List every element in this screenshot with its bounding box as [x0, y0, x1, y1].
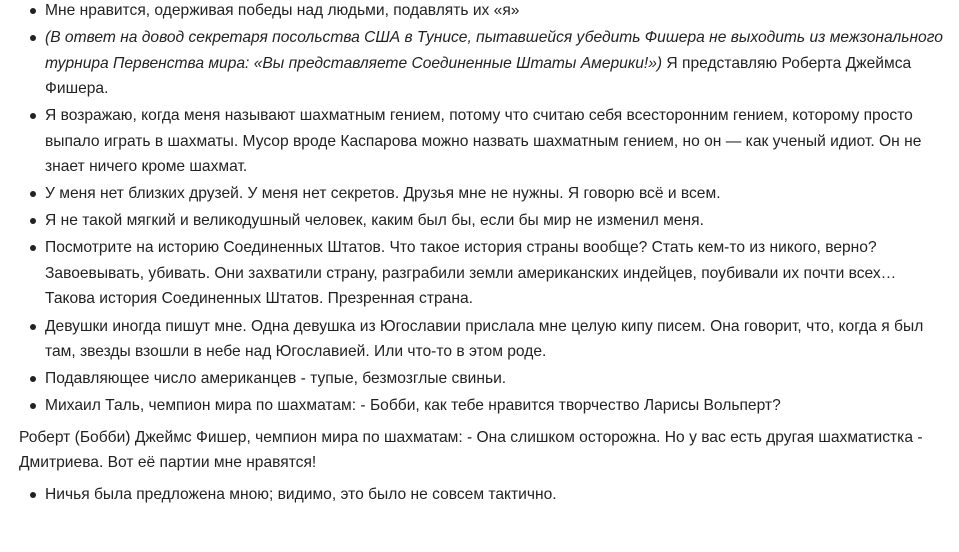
quote-line: Я не такой мягкий и великодушный человек, каким был бы, если бы мир не изменил меня.	[45, 212, 704, 230]
list-item	[0, 366, 959, 392]
bullet-icon	[30, 324, 36, 330]
bullet-icon	[30, 191, 36, 197]
quote-tail: Я представляю Роберта Джеймса	[662, 54, 912, 72]
paragraph-line: Дмитриева. Вот её партии мне нравятся!	[19, 454, 317, 472]
bullet-icon	[30, 35, 36, 41]
bullet-icon	[30, 8, 36, 14]
list-item	[0, 0, 959, 24]
list-item	[0, 25, 959, 102]
list-item	[0, 482, 959, 508]
quote-line: Подавляющее число американцев - тупые, безмозглые свиньи.	[45, 370, 507, 388]
bullet-icon	[30, 492, 36, 498]
list-item	[0, 314, 959, 365]
bullet-icon	[30, 113, 36, 119]
quote-line: Девушки иногда пишут мне. Одна девушка из Югославии прислала мне целую кипу писем. Она говорит, что, когда я был	[45, 317, 924, 335]
quote-line: Михаил Таль, чемпион мира по шахматам: - Бобби, как тебе нравится творчество Ларисы Вольперт?	[45, 397, 781, 415]
bullet-icon	[30, 245, 36, 251]
quote-intro-line: (В ответ на довод секретаря посольства США в Тунисе, пытавшейся убедить Фишера не выходить из межзонального	[45, 29, 943, 47]
quote-line: Я возражаю, когда меня называют шахматным гением, потому что считаю себя всесторонним гением, которому просто	[45, 107, 913, 125]
quote-line: Мне нравится, одерживая победы над людьми, подавлять их «я»	[45, 2, 520, 19]
quote-line: Завоевывать, убивать. Они захватили страну, разграбили земли американских индейцев, поубивали их почти всех…	[45, 264, 897, 282]
bullet-icon	[30, 376, 36, 382]
quote-line: там, звезды взошли в небе над Югославией. Или что-то в этом роде.	[45, 343, 547, 361]
list-item	[0, 103, 959, 180]
bullet-icon	[30, 403, 36, 409]
quote-line: выпало играть в шахматы. Мусор вроде Каспарова можно назвать шахматным гением, но он — как ученый идиот. Он не	[45, 132, 922, 150]
list-item	[0, 393, 959, 419]
quote-line: Фишера.	[45, 80, 109, 98]
bullet-icon	[30, 218, 36, 224]
quote-line: Ничья была предложена мною; видимо, это было не совсем тактично.	[45, 485, 557, 503]
quote-line: Такова история Соединенных Штатов. Презренная страна.	[45, 290, 473, 308]
quote-line: Посмотрите на историю Соединенных Штатов. Что такое история страны вообще? Стать кем-то из никого, верно?	[45, 239, 877, 257]
quote-line: У меня нет близких друзей. У меня нет секретов. Друзья мне не нужны. Я говорю всё и всем.	[45, 185, 721, 203]
quote-intro-line: турнира Первенства мира: «Вы представляете Соединенные Штаты Америки!»)	[45, 54, 663, 72]
quote-list-continued	[0, 482, 959, 508]
list-item	[0, 235, 959, 312]
quote-line: знает ничего кроме шахмат.	[45, 158, 248, 176]
paragraph-line: Роберт (Бобби) Джеймс Фишер, чемпион мира по шахматам: - Она слишком осторожна. Но у вас есть другая шахматистка -	[19, 428, 923, 446]
list-item	[0, 208, 959, 234]
dialogue-paragraph	[0, 425, 959, 476]
list-item	[0, 181, 959, 207]
